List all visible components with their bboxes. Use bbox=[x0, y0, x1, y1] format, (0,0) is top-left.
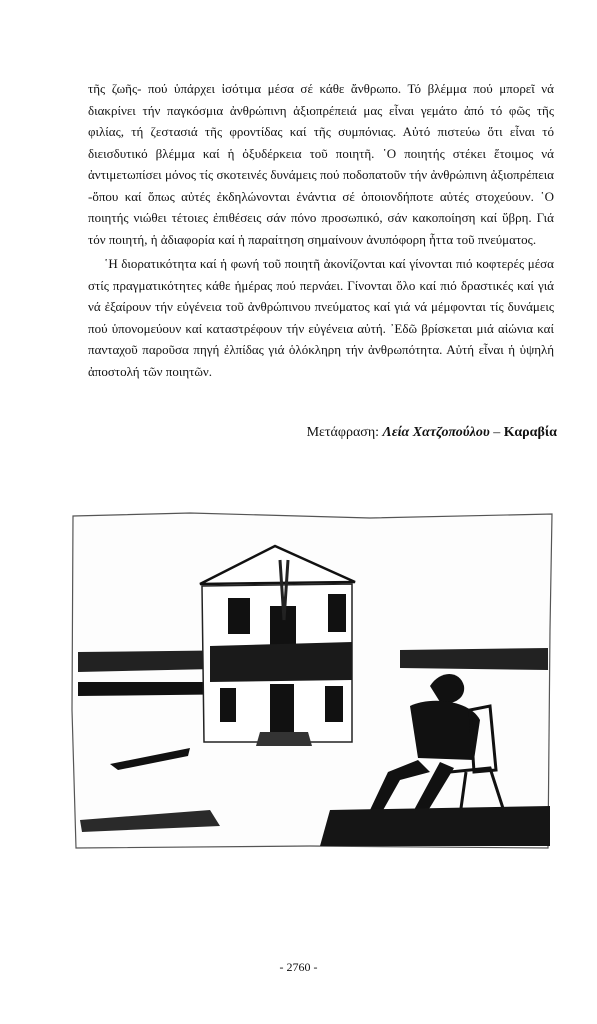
translator-name: Λεία Χατζοπούλου bbox=[382, 425, 490, 440]
window bbox=[328, 594, 346, 632]
doorway bbox=[270, 684, 294, 732]
ink-illustration bbox=[70, 510, 555, 850]
window bbox=[220, 688, 236, 722]
ground bbox=[320, 806, 550, 846]
credit-prefix: Μετάφραση: bbox=[306, 425, 380, 440]
translator-surname: Καραβία bbox=[503, 425, 557, 440]
paragraph: ῾Η διορατικότητα καί ἡ φωνή τοῦ ποιητῆ ἀκονίζονται καί γίνονται πιό κοφτερές μέσα στίς πραγματικότητες κάθε ἡμέρας πού περνάει. Γίνονται ὅλο καί πιό δραστικές καί γιά νά ἐξαίρουν τήν εὐγένεια τοῦ ἀνθρώπινου πνεύματος καί γιά νά μέμφονται τίς δυνάμεις πού ὑπονομεύουν καί καταστρέφουν τήν εὐγένεια αὐτή. ᾿Εδῶ βρίσκεται μιά αἰώνια καί πανταχοῦ παροῦσα πηγή ἐλπίδας γιά ὁλόκληρη τήν ἀνθρωπότητα. Αὐτή εἶναι ἡ ὑψηλή ἀποστολή τῶν ποιητῶν. bbox=[88, 256, 554, 379]
page-number: - 2760 - bbox=[279, 960, 318, 974]
body-text bbox=[88, 78, 554, 382]
balcony bbox=[210, 642, 352, 682]
credit-dash: – bbox=[493, 425, 501, 440]
window bbox=[325, 686, 343, 722]
paragraph: τῆς ζωῆς- πού ὑπάρχει ἰσότιμα μέσα σέ κάθε ἄνθρωπο. Τό βλέμμα πού μπορεῖ νά διακρίνει τήν παγκόσμια ἀνθρώπινη ἀξιοπρέπειά μας εἶναι γεμάτο ἀπό τό φῶς τῆς φιλίας, τή ζεστασιά τῆς φροντίδας καί τῆς συμπόνιας. Αὐτό πιστεύω ὅτι εἶναι τό διεισδυτικό βλέμμα καί ἡ ὀξυδέρκεια τοῦ ποιητῆ. ῾Ο ποιητής στέκει ἕτοιμος νά ἀντιμετωπίσει μόνος τίς σκοτεινές δυνάμεις πού ποδοπατοῦν τήν ἀνθρώπινη ἀξιοπρέπεια -ὅπου καί ὅπως αὐτές ἐκδηλώνονται ἐνάντια σέ ὁποιονδήποτε αὐτές στοχεύουν. ῾Ο ποιητής νιώθει τέτοιες ἐπιθέσεις σάν πόνο προσωπικό, σάν κακοποίηση καί ὕβρη. Γιά τόν ποιητή, ἡ ἀδιαφορία καί ἡ παραίτηση σημαίνουν ἀνυπόφορη ἧττα τοῦ πνεύματος. bbox=[88, 81, 554, 247]
illustration-drawing bbox=[70, 510, 555, 850]
landscape-band bbox=[400, 648, 548, 670]
steps bbox=[256, 732, 312, 746]
translation-credit bbox=[307, 425, 557, 441]
window bbox=[228, 598, 250, 634]
